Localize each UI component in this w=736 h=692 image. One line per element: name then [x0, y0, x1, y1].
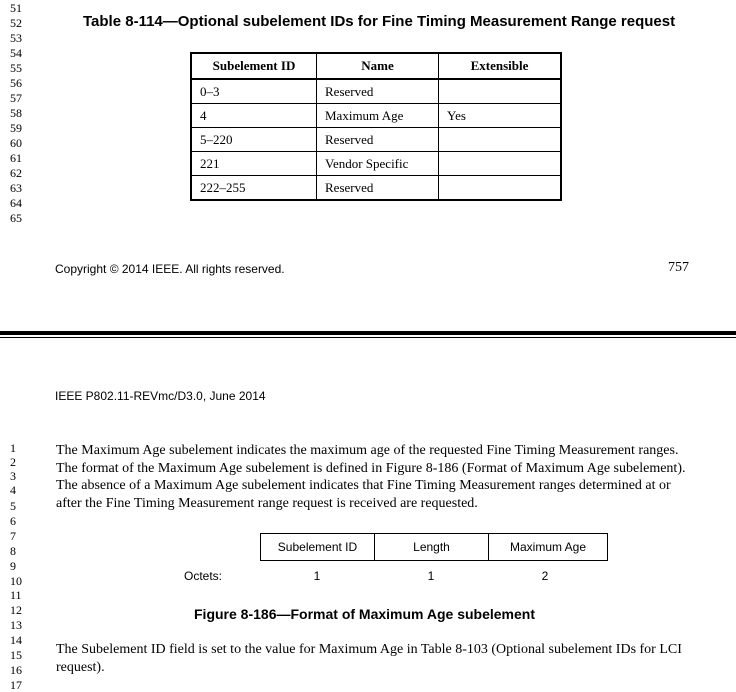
line-number: 1 — [10, 441, 16, 455]
line-number: 53 — [10, 31, 22, 45]
field-maximum-age: Maximum Age — [488, 533, 608, 561]
line-number: 56 — [10, 76, 22, 90]
table-cell: 222–255 — [191, 176, 317, 201]
table-header-row — [191, 53, 561, 79]
page-separator — [0, 331, 736, 335]
running-header: IEEE P802.11-REVmc/D3.0, June 2014 — [55, 389, 266, 403]
line-number: 5 — [10, 499, 16, 513]
body-paragraph: The Maximum Age subelement indicates the maximum age of the requested Fine Timing Measurement ranges. The format of the Maximum Age subelement is defined in Figure 8-186 (Format of Maximum Age subelement). The absence of a Maximum Age subelement indicates that Fine Timing Measurement ranges determined at or after the Fine Timing Measurement range request is received are requested. — [56, 443, 686, 511]
copyright-footer: Copyright © 2014 IEEE. All rights reserved. — [55, 262, 285, 276]
octet-count: 1 — [427, 569, 435, 583]
line-number: 11 — [10, 588, 22, 602]
line-number: 7 — [10, 529, 16, 543]
table-row — [191, 128, 561, 152]
table-row — [191, 79, 561, 104]
table-cell: 5–220 — [191, 128, 317, 152]
line-number: 6 — [10, 514, 16, 528]
table-cell: 4 — [191, 104, 317, 128]
line-number: 13 — [10, 618, 22, 632]
table-cell — [439, 128, 562, 152]
octet-count: 2 — [541, 569, 549, 583]
line-number: 17 — [10, 678, 22, 692]
line-number: 62 — [10, 166, 22, 180]
line-number: 58 — [10, 106, 22, 120]
table-cell: Vendor Specific — [317, 152, 439, 176]
table-cell: Reserved — [317, 176, 439, 201]
table-cell — [439, 79, 562, 104]
column-header: Subelement ID — [191, 53, 317, 79]
table-cell: Reserved — [317, 79, 439, 104]
line-number: 65 — [10, 211, 22, 225]
figure-caption: Figure 8-186—Format of Maximum Age subelement — [194, 606, 535, 622]
table-cell: 0–3 — [191, 79, 317, 104]
body-paragraph: The Subelement ID field is set to the value for Maximum Age in Table 8-103 (Optional subelement IDs for LCI request). — [56, 642, 682, 675]
line-number: 16 — [10, 663, 22, 677]
line-number: 3 — [10, 469, 16, 483]
line-number: 55 — [10, 61, 22, 75]
line-number: 9 — [10, 559, 16, 573]
table-title: Table 8-114—Optional subelement IDs for Fine Timing Measurement Range request — [83, 13, 676, 30]
line-number: 14 — [10, 633, 22, 647]
line-number: 59 — [10, 121, 22, 135]
column-header: Name — [317, 53, 439, 79]
table-row — [191, 152, 561, 176]
line-number: 64 — [10, 196, 22, 210]
line-number: 61 — [10, 151, 22, 165]
column-header: Extensible — [439, 53, 562, 79]
table-cell: Yes — [439, 104, 562, 128]
table-row — [191, 176, 561, 201]
table-cell — [439, 152, 562, 176]
table-row — [191, 104, 561, 128]
octet-count: 1 — [313, 569, 321, 583]
line-number: 52 — [10, 16, 22, 30]
octets-label: Octets: — [184, 569, 223, 583]
table-cell: Reserved — [317, 128, 439, 152]
line-number: 12 — [10, 603, 22, 617]
table-cell: Maximum Age — [317, 104, 439, 128]
table-cell — [439, 176, 562, 201]
line-number: 10 — [10, 574, 22, 588]
page-separator-thin — [0, 337, 736, 338]
field-length: Length — [374, 533, 489, 561]
line-number: 2 — [10, 455, 16, 469]
line-number: 51 — [10, 1, 22, 15]
line-number: 63 — [10, 181, 22, 195]
line-number: 57 — [10, 91, 22, 105]
line-number: 60 — [10, 136, 22, 150]
line-number: 4 — [10, 483, 16, 497]
field-subelement-id: Subelement ID — [260, 533, 375, 561]
table-cell: 221 — [191, 152, 317, 176]
line-number: 15 — [10, 648, 22, 662]
page-number: 757 — [668, 260, 689, 275]
line-number: 8 — [10, 544, 16, 558]
line-number: 54 — [10, 46, 22, 60]
subelement-id-table — [190, 52, 562, 201]
